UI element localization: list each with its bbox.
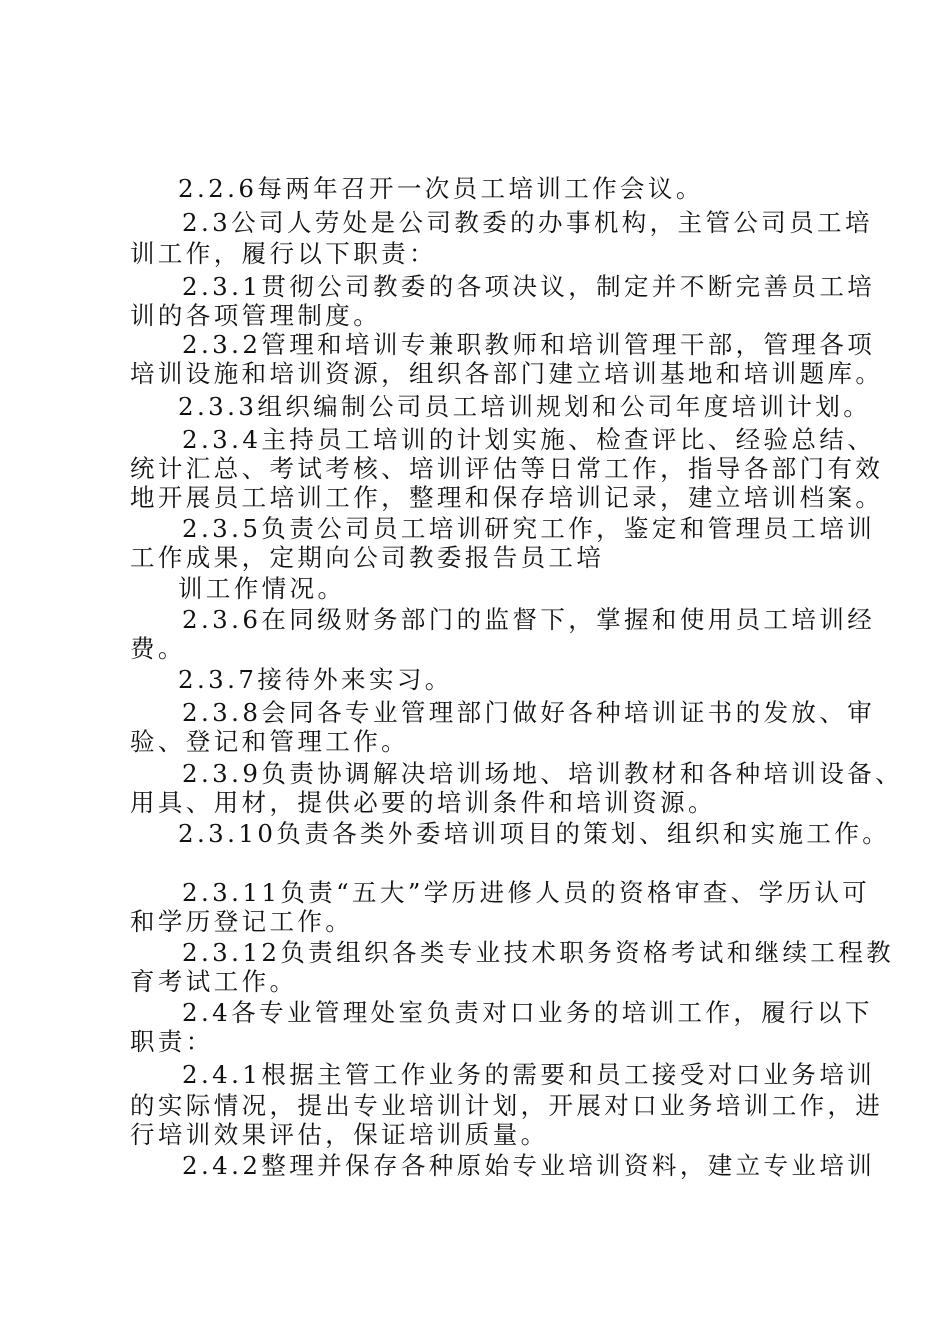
text-line: 训的各项管理制度。 (130, 301, 382, 330)
text-line: 费。 (130, 634, 186, 663)
text-line: 行培训效果评估，保证培训质量。 (130, 1120, 549, 1149)
text-line: 工作成果，定期向公司教委报告员工培 (130, 543, 605, 572)
text-line: 2.3.9负责协调解决培训场地、培训教材和各种培训设备、 (182, 759, 904, 788)
text-line: 2.3.3组织编制公司员工培训规划和公司年度培训计划。 (178, 392, 872, 421)
text-line: 2.3.11负责“五大”学历进修人员的资格审查、学历认可 (182, 878, 871, 907)
text-line: 2.3.8会同各专业管理部门做好各种培训证书的发放、审 (182, 698, 876, 727)
text-line: 训工作，履行以下职责： (130, 239, 437, 268)
text-line: 的实际情况，提出专业培训计划，开展对口业务培训工作，进 (130, 1091, 884, 1120)
text-line: 培训设施和培训资源，组织各部门建立培训基地和培训题库。 (130, 359, 884, 388)
text-line: 2.3公司人劳处是公司教委的办事机构，主管公司员工培 (182, 208, 873, 237)
text-line: 职责： (130, 1027, 214, 1056)
text-line: 2.3.7接待外来实习。 (178, 665, 453, 694)
text-line: 2.3.12负责组织各类专业技术职务资格考试和继续工程教 (182, 938, 895, 967)
text-line: 和学历登记工作。 (130, 907, 354, 936)
text-line: 2.2.6每两年召开一次员工培训工作会议。 (178, 174, 704, 203)
text-line: 2.4.2整理并保存各种原始专业培训资料，建立专业培训 (182, 1151, 876, 1180)
text-line: 2.3.1贯彻公司教委的各项决议，制定并不断完善员工培 (182, 272, 876, 301)
text-line: 2.3.5负责公司员工培训研究工作，鉴定和管理员工培训 (182, 514, 876, 543)
text-line: 2.3.2管理和培训专兼职教师和培训管理干部，管理各项 (182, 330, 876, 359)
text-line: 训工作情况。 (178, 574, 346, 603)
text-line: 2.3.10负责各类外委培训项目的策划、组织和实施工作。 (178, 819, 891, 848)
text-line: 2.3.4主持员工培训的计划实施、检查评比、经验总结、 (182, 425, 876, 454)
text-line: 统计汇总、考试考核、培训评估等日常工作，指导各部门有效 (130, 454, 884, 483)
text-line: 验、登记和管理工作。 (130, 727, 409, 756)
text-line: 2.3.6在同级财务部门的监督下，掌握和使用员工培训经 (182, 605, 876, 634)
text-line: 2.4.1根据主管工作业务的需要和员工接受对口业务培训 (182, 1060, 876, 1089)
text-line: 2.4各专业管理处室负责对口业务的培训工作，履行以下 (182, 998, 873, 1027)
text-line: 地开展员工培训工作，整理和保存培训记录，建立培训档案。 (130, 483, 884, 512)
text-line: 用具、用材，提供必要的培训条件和培训资源。 (130, 788, 716, 817)
text-line: 育考试工作。 (130, 967, 298, 996)
